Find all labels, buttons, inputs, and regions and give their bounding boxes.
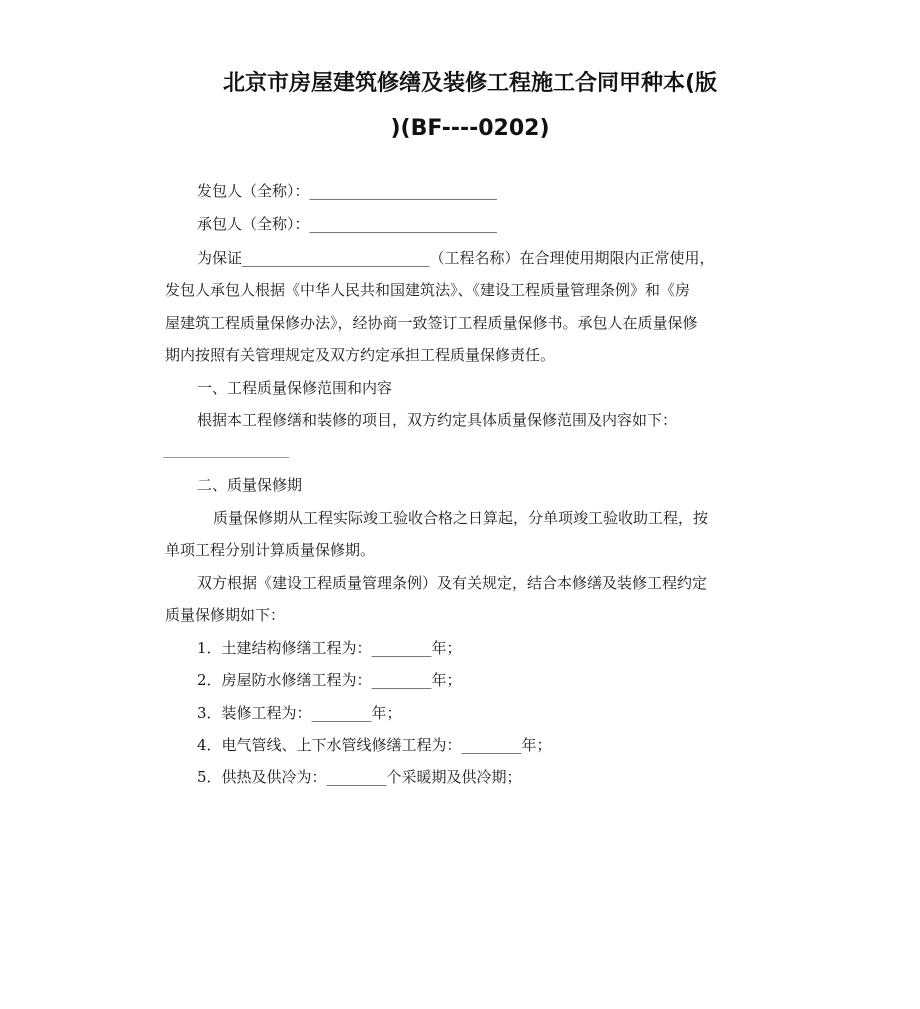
warranty-period-paragraph-line-2: 单项工程分别计算质量保修期。 (165, 541, 376, 559)
intro-paragraph-line-1: 为保证_________________________（工程名称）在合理使用期限内正常使用， (197, 249, 715, 267)
intro-paragraph-line-3: 屋建筑工程质量保修办法》，经协商一致签订工程质量保修书。承包人在质量保修 (165, 314, 698, 332)
warranty-item: 4．电气管线、上下水管线修缮工程为：________年； (197, 736, 552, 754)
intro-paragraph-line-4: 期内按照有关管理规定及双方约定承担工程质量保修责任。 (165, 346, 556, 364)
document-title-line-2: )(BF----0202) (390, 116, 550, 141)
agreement-paragraph-line-1: 双方根据《建设工程质量管理条例）及有关规定，结合本修缮及装修工程约定 (197, 574, 708, 592)
warranty-item: 1．土建结构修缮工程为：________年； (197, 639, 462, 657)
warranty-item: 5．供热及供冷为：________个采暖期及供冷期； (197, 768, 522, 786)
blank-fill-line (163, 457, 289, 458)
warranty-item: 3．装修工程为：________年； (197, 704, 402, 722)
section-1-text: 根据本工程修缮和装修的项目，双方约定具体质量保修范围及内容如下： (197, 411, 678, 429)
document-title-line-1: 北京市房屋建筑修缮及装修工程施工合同甲种本(版 (222, 71, 718, 96)
intro-paragraph-line-2: 发包人承包人根据《中华人民共和国建筑法》、《建设工程质量管理条例》和《房 (165, 281, 691, 299)
warranty-period-paragraph-line-1: 质量保修期从工程实际竣工验收合格之日算起，分单项竣工验收助工程，按 (213, 509, 709, 527)
agreement-paragraph-line-2: 质量保修期如下： (165, 606, 286, 624)
contractor-field: 承包人（全称）：_________________________ (197, 215, 498, 233)
section-2-heading: 二、质量保修期 (197, 476, 303, 494)
warranty-item: 2．房屋防水修缮工程为：________年； (197, 671, 462, 689)
employer-field: 发包人（全称）：_________________________ (197, 182, 498, 200)
section-1-heading: 一、工程质量保修范围和内容 (197, 379, 393, 397)
